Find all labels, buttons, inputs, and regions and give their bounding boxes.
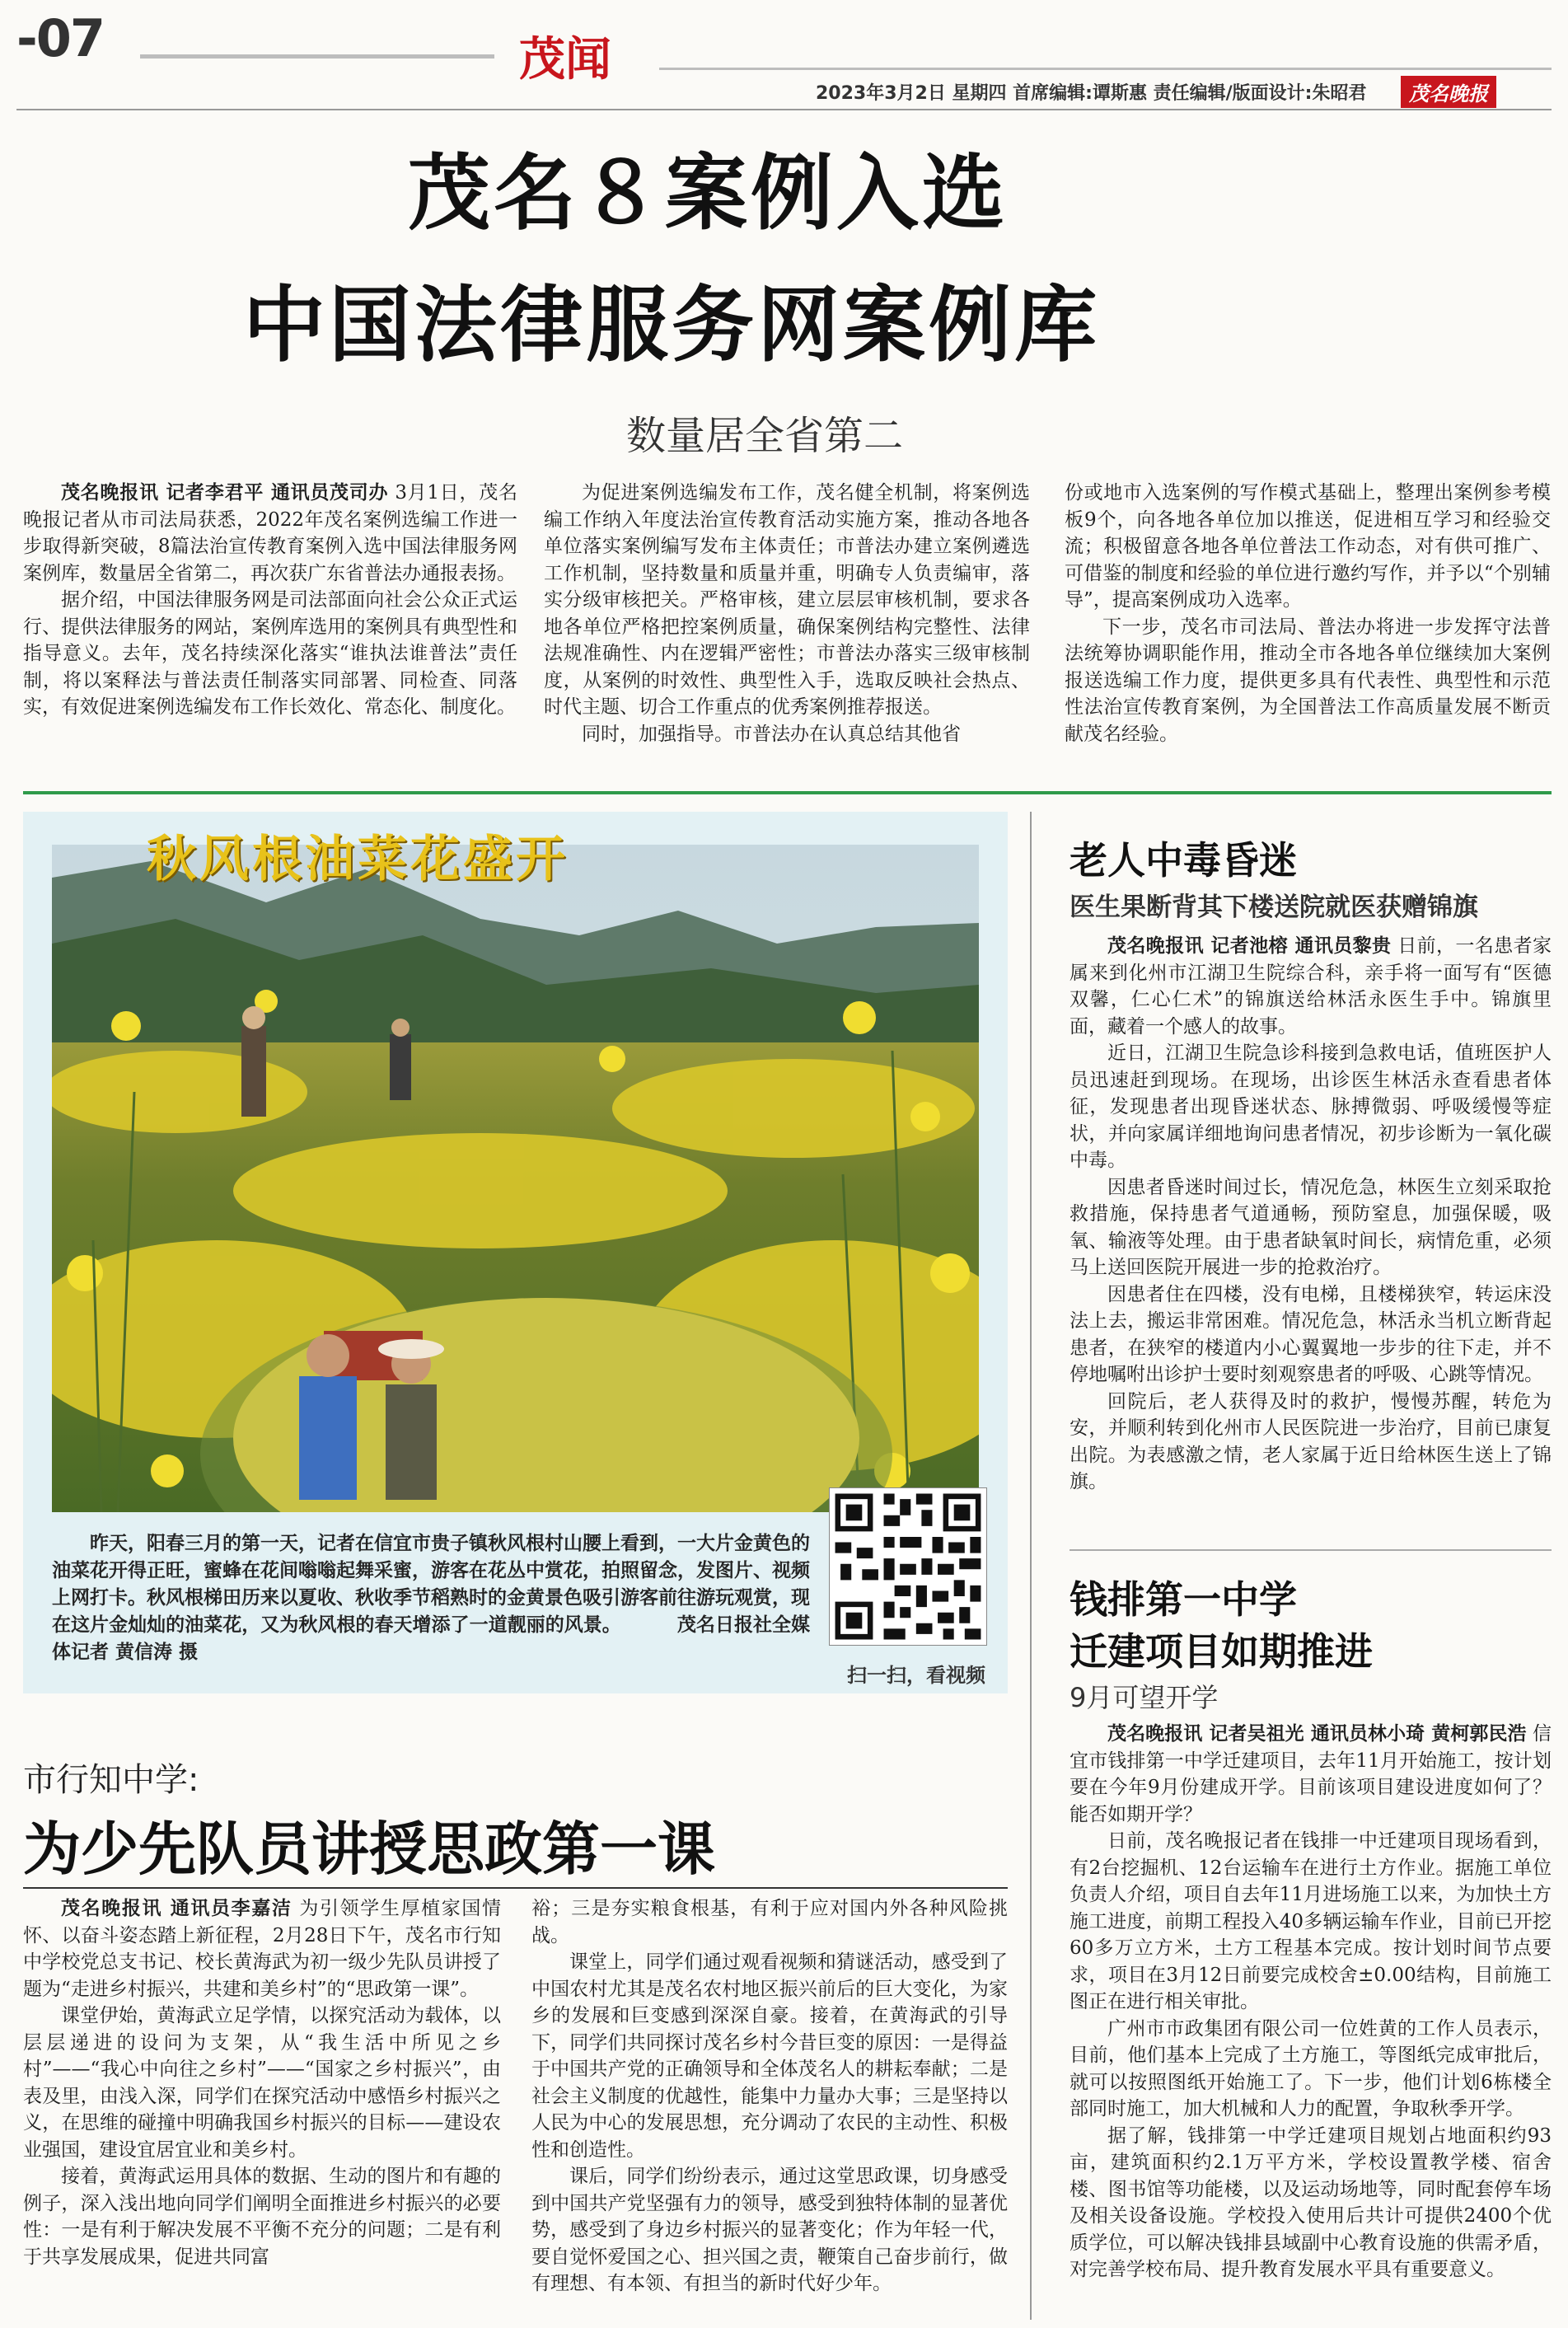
elder-paragraph: 日前，一名患者家属来到化州市江湖卫生院综合科，亲手将一面写有“医德双馨，仁心仁术”的锦旗送给林活永医生手中。锦旗里面，藏着一个感人的故事。 xyxy=(1070,935,1552,1038)
photo-credit: 茂名日报社全媒体记者 黄信涛 摄 xyxy=(52,1614,811,1663)
section-label: 茂闻 xyxy=(519,32,611,87)
school-byline: 茂名晚报讯 记者吴祖光 通讯员林小琦 黄柯郭民浩 xyxy=(1107,1723,1527,1745)
elder-paragraph: 因患者住在四楼，没有电梯，且楼梯狭窄，转运床没法上去，搬运非常困难。情况危急，林活永当机立断背起患者，在狭窄的楼道内小心翼翼地一步步的往下走，并不停地嘱咐出诊护士要时刻观察患者的呼吸、心跳等情况。 xyxy=(1070,1283,1552,1385)
lead-title-line1: 茂名８案例入选 xyxy=(408,145,1008,241)
school-paragraph: 信宜市钱排第一中学迁建项目，去年11月开始施工，按计划要在今年9月份建成开学。目前该项目建设进度如何了？能否如期开学？ xyxy=(1070,1723,1552,1825)
lead-paragraph: 同时，加强指导。市普法办在认真总结其他省 xyxy=(582,723,961,745)
class-title: 为少先队员讲授思政第一课 xyxy=(23,1815,715,1883)
school-title-line1: 钱排第一中学 xyxy=(1070,1577,1297,1622)
lead-paragraph: 为促进案例选编发布工作，茂名健全机制，将案例选编工作纳入年度法治宣传教育活动实施方案，推动各地各单位落实案例编写发布主体责任；市普法办建立案例遴选工作机制，坚持数量和质量并重，明确专人负责编审，落实分级审核把关。严格审核，建立层层审核机制，要求各地各单位严格把控案例质量，确保案例结构完整性、法律法规准确性、内在逻辑严密性；市普法办落实三级审核制度，从案例的时效性、典型性入手，选取反映社会热点、时代主题、切合工作重点的优秀案例推荐报送。 xyxy=(544,482,1030,718)
school-paragraph: 日前，茂名晚报记者在钱排一中迁建项目现场看到，有2台挖掘机、12台运输车在进行土方作业。据施工单位负责人介绍，项目自去年11月进场施工以来，为加快土方施工进度，前期工程投入40多辆运输车作业，目前已开挖60多万立方米，土方工程基本完成。按计划时间节点要求，项目在3月12日前要完成校舍±0.00结构，目前施工图正在进行相关审批。 xyxy=(1070,1830,1552,2012)
school-subtitle: 9月可望开学 xyxy=(1070,1682,1219,1713)
column-divider xyxy=(1030,812,1032,2320)
elder-paragraph: 近日，江湖卫生院急诊科接到急救电话，值班医护人员迅速赶到现场。在现场，出诊医生林活永查看患者体征，发现患者出现昏迷状态、脉搏微弱、呼吸缓慢等症状，并向家属详细地询问患者情况，初步诊断为一氧化碳中毒。 xyxy=(1070,1042,1552,1171)
elder-paragraph: 因患者昏迷时间过长，情况危急，林医生立刻采取抢救措施，保持患者气道通畅，预防窒息，加强保暖，吸氧、输液等处理。由于患者缺氧时间长，病情危重，必须马上送回医院开展进一步的抢救治疗。 xyxy=(1070,1176,1552,1278)
lead-column-3 xyxy=(1065,480,1551,776)
photo-box xyxy=(23,812,1008,1693)
paper-logo: 茂名晚报 xyxy=(1401,76,1496,108)
qr-label: 扫一扫，看视频 xyxy=(847,1664,985,1687)
lead-subtitle: 数量居全省第二 xyxy=(626,413,904,459)
qr-code[interactable] xyxy=(829,1487,987,1646)
header-rule-bottom xyxy=(16,109,1552,110)
page-number: -07 xyxy=(16,8,105,68)
lead-column-1 xyxy=(23,480,517,776)
class-column-1 xyxy=(23,1895,501,2320)
school-paragraph: 据了解，钱排第一中学迁建项目规划占地面积约93亩，建筑面积约2.1万平方米，学校设置教学楼、宿舍楼、图书馆等功能楼，以及运动场地等，同时配套停车场及相关设备设施。学校投入使用后共计可提供2400个优质学位，可以解决钱排县域副中心教育设施的供需矛盾，对完善学校布局、提升教育发展水平具有重要意义。 xyxy=(1070,2124,1552,2280)
school-body xyxy=(1070,1721,1552,2322)
lead-paragraph: 份或地市入选案例的写作模式基础上，整理出案例参考模板9个，向各地各单位加以推送，促进相互学习和经验交流；积极留意各地各单位普法工作动态，对有供可推广、可借鉴的制度和经验的单位进行邀约写作，并予以“个别辅导”，提高案例成功入选率。 xyxy=(1065,482,1551,611)
green-divider xyxy=(23,791,1552,794)
elder-body xyxy=(1070,933,1552,1533)
lead-byline: 茂名晚报讯 记者李君平 通讯员茂司办 xyxy=(61,482,389,504)
elder-paragraph: 回院后，老人获得及时的救护，慢慢苏醒，转危为安，并顺利转到化州市人民医院进一步治疗，目前已康复出院。为表感激之情，老人家属于近日给林医生送上了锦旗。 xyxy=(1070,1390,1552,1492)
lead-paragraph: 据介绍，中国法律服务网是司法部面向社会公众正式运行、提供法律服务的网站，案例库选用的案例具有典型性和指导意义。去年，茂名持续深化落实“谁执法谁普法”责任制，将以案释法与普法责任制落实同部署、同检查、同落实，有效促进案例选编发布工作长效化、常态化、制度化。 xyxy=(23,589,517,718)
class-paragraph: 接着，黄海武运用具体的数据、生动的图片和有趣的例子，深入浅出地向同学们阐明全面推进乡村振兴的必要性：一是有利于解决发展不平衡不充分的问题；二是有利于共享发展成果，促进共同富 xyxy=(23,2166,501,2268)
class-paragraph: 课堂伊始，黄海武立足学情，以探究活动为载体，以层层递进的设问为支架，从“我生活中所见之乡村”——“我心中向往之乡村”——“国家之乡村振兴”，由表及里，由浅入深，同学们在探究活动中感悟乡村振兴之义，在思维的碰撞中明确我国乡村振兴的目标——建设农业强国，建设宜居宜业和美乡村。 xyxy=(23,2005,501,2161)
elder-divider xyxy=(1070,1549,1552,1551)
header-info: 2023年3月2日 星期四 首席编辑:谭斯惠 责任编辑/版面设计:朱昭君 xyxy=(816,83,1367,104)
photo-caption-text: 昨天，阳春三月的第一天，记者在信宜市贵子镇秋风根村山腰上看到，一大片金黄色的油菜花开得正旺，蜜蜂在花间嗡嗡起舞采蜜，游客在花丛中赏花，拍照留念，发图片、视频上网打卡。秋风根梯田历来以夏收、秋收季节稻熟时的金黄景色吸引游客前往游玩观赏，现在这片金灿灿的油菜花，又为秋风根的春天增添了一道靓丽的风景。 xyxy=(52,1533,810,1636)
photo-title: 秋风根油菜花盛开 xyxy=(147,831,569,888)
elder-byline: 茂名晚报讯 记者池榕 通讯员黎贵 xyxy=(1107,935,1392,957)
lead-title-line2: 中国法律服务网案例库 xyxy=(243,277,1100,373)
elder-title: 老人中毒昏迷 xyxy=(1070,838,1297,883)
header-rule-right xyxy=(659,68,1552,70)
lead-paragraph: 3月1日，茂名晚报记者从市司法局获悉，2022年茂名案例选编工作进一步取得新突破，8篇法治宣传教育案例入选中国法律服务网案例库，数量居全省第二，再次获广东省普法办通报表扬。 xyxy=(23,482,517,584)
school-paragraph: 广州市市政集团有限公司一位姓黄的工作人员表示，目前，他们基本上完成了土方施工，等图纸完成审批后，就可以按照图纸开始施工了。下一步，他们计划6栋楼全部同时施工，加大机械和人力的配置，争取秋季开学。 xyxy=(1070,2017,1552,2120)
qr-code-icon xyxy=(830,1488,986,1645)
lead-paragraph: 下一步，茂名市司法局、普法办将进一步发挥守法普法统筹协调职能作用，推动全市各地各单位继续加大案例报送选编工作力度，提供更多具有代表性、典型性和示范性法治宣传教育案例，为全国普法工作高质量发展不断贡献茂名经验。 xyxy=(1065,616,1551,745)
class-paragraph: 为引领学生厚植家国情怀、以奋斗姿态踏上新征程，2月28日下午，茂名市行知中学校党总支书记、校长黄海武为初一级少先队员讲授了题为“走进乡村振兴，共建和美乡村”的“思政第一课”。 xyxy=(23,1898,501,2000)
class-paragraph: 裕；三是夯实粮食根基，有利于应对国内外各种风险挑战。 xyxy=(531,1898,1008,1946)
class-kicker: 市行知中学: xyxy=(23,1761,199,1799)
photo-caption xyxy=(52,1530,810,1666)
rapeseed-field-photo xyxy=(52,845,979,1512)
elder-subtitle: 医生果断背其下楼送院就医获赠锦旗 xyxy=(1070,892,1478,922)
photo xyxy=(52,845,979,1512)
class-paragraph: 课堂上，同学们通过观看视频和猜谜活动，感受到了中国农村尤其是茂名农村地区振兴前后的巨大变化，为家乡的发展和巨变感到深深自豪。接着，在黄海武的引导下，同学们共同探讨茂名乡村今昔巨变的原因：一是得益于中国共产党的正确领导和全体茂名人的耕耘奉献；二是社会主义制度的优越性，能集中力量办大事；三是坚持以人民为中心的发展思想，充分调动了农民的主动性、积极性和创造性。 xyxy=(531,1951,1008,2161)
class-paragraph: 课后，同学们纷纷表示，通过这堂思政课，切身感受到中国共产党坚强有力的领导，感受到独特体制的显著优势，感受到了身边乡村振兴的显著变化；作为年轻一代，要自觉怀爱国之心、担兴国之责，鞭策自己奋步前行，做有理想、有本领、有担当的新时代好少年。 xyxy=(531,2166,1008,2294)
header-rule-left xyxy=(140,54,494,59)
class-column-2 xyxy=(531,1895,1008,2320)
class-byline: 茂名晚报讯 通讯员李嘉洁 xyxy=(61,1898,293,1919)
school-title-line2: 迁建项目如期推进 xyxy=(1070,1629,1373,1674)
lead-column-2 xyxy=(544,480,1030,776)
class-rule xyxy=(23,1887,1008,1889)
